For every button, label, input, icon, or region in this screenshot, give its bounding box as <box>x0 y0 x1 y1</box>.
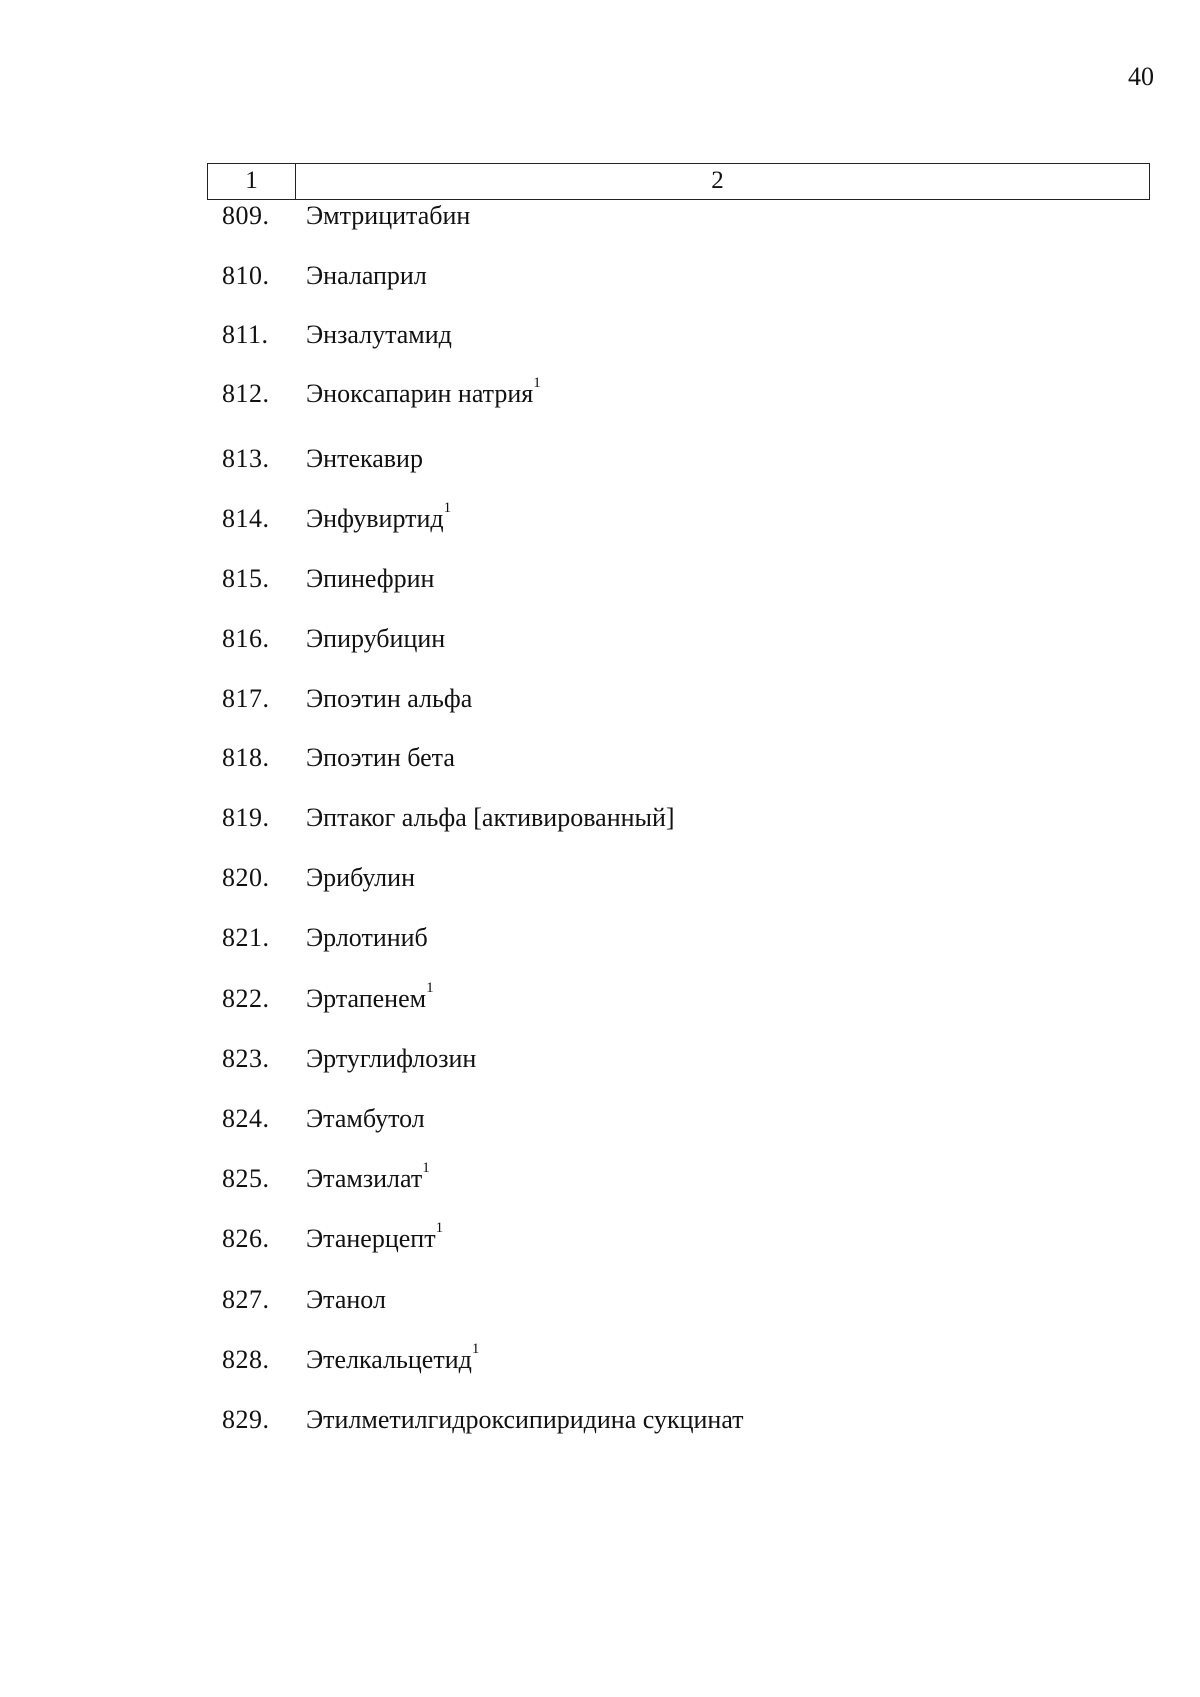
drug-name-text: Энфувиртид <box>306 504 444 533</box>
table-row <box>0 1104 1200 1144</box>
row-number: 815. <box>222 564 270 593</box>
table-row <box>0 261 1200 301</box>
footnote-marker: 1 <box>426 980 434 996</box>
drug-name <box>306 201 470 231</box>
drug-name <box>306 923 428 953</box>
row-number: 814. <box>222 504 270 533</box>
table-row <box>0 375 1200 419</box>
footnote-marker: 1 <box>443 500 452 516</box>
table-row <box>0 684 1200 724</box>
drug-name-text: Эмтрицитабин <box>306 201 471 230</box>
row-number: 824. <box>222 1104 270 1133</box>
drug-name <box>306 1104 425 1134</box>
row-number: 812. <box>222 379 270 408</box>
drug-name-text: Эпоэтин альфа <box>306 684 473 713</box>
table-row <box>0 1220 1200 1264</box>
footnote-marker: 1 <box>422 1160 430 1176</box>
row-number: 820. <box>222 863 270 892</box>
drug-name-text: Эрлотиниб <box>306 923 428 952</box>
drug-name-text: Эпоэтин бета <box>306 743 455 772</box>
drug-name <box>306 1285 386 1315</box>
drug-name-text: Эптаког альфа [активированный] <box>306 803 675 832</box>
row-number: 813. <box>222 444 270 473</box>
drug-name-text: Эноксапарин натрия <box>306 379 534 408</box>
table-row <box>0 1044 1200 1084</box>
table-row <box>0 803 1200 843</box>
row-number: 816. <box>222 624 270 653</box>
drug-name <box>306 980 434 1014</box>
row-number: 810. <box>222 261 270 290</box>
drug-name-text: Энтекавир <box>306 444 423 473</box>
table-row <box>0 444 1200 484</box>
drug-name-text: Эналаприл <box>306 261 427 290</box>
drug-name-text: Энзалутамид <box>306 320 452 349</box>
table-row <box>0 1160 1200 1204</box>
row-number: 822. <box>222 984 270 1013</box>
drug-name <box>306 1405 744 1435</box>
row-number: 828. <box>222 1345 270 1374</box>
drug-name-text: Эртуглифлозин <box>306 1044 477 1073</box>
drug-name <box>306 863 415 893</box>
table-row <box>0 1341 1200 1385</box>
table-row <box>0 624 1200 664</box>
table-column-header <box>207 163 1150 200</box>
row-number: 817. <box>222 684 270 713</box>
drug-name <box>306 564 434 594</box>
table-row <box>0 201 1200 241</box>
row-number: 829. <box>222 1405 270 1434</box>
drug-name-text: Эртапенем <box>306 984 427 1013</box>
drug-name <box>306 1220 444 1254</box>
row-number: 811. <box>222 320 269 349</box>
column-header-2: 2 <box>711 167 724 194</box>
table-row <box>0 500 1200 544</box>
table-row <box>0 1405 1200 1445</box>
row-number: 819. <box>222 803 270 832</box>
drug-name-text: Эпинефрин <box>306 564 435 593</box>
footnote-marker: 1 <box>533 375 541 391</box>
table-row <box>0 1285 1200 1325</box>
drug-name <box>306 624 445 654</box>
drug-name <box>306 1044 476 1074</box>
row-number: 825. <box>222 1164 270 1193</box>
footnote-marker: 1 <box>471 1341 480 1357</box>
drug-name-text: Этамзилат <box>306 1164 423 1193</box>
drug-name-text: Этанол <box>306 1285 386 1314</box>
row-number: 826. <box>222 1224 270 1253</box>
drug-name-text: Эпирубицин <box>306 624 446 653</box>
table-row <box>0 320 1200 360</box>
drug-name-text: Этамбутол <box>306 1104 425 1133</box>
row-number: 809. <box>222 201 270 230</box>
drug-name-text: Этелкальцетид <box>306 1345 472 1374</box>
row-number: 818. <box>222 743 270 772</box>
row-number: 821. <box>222 923 270 952</box>
drug-name <box>306 375 541 409</box>
footnote-marker: 1 <box>435 1220 444 1236</box>
drug-name <box>306 1160 430 1194</box>
drug-name <box>306 261 427 291</box>
page-number: 40 <box>1128 62 1154 91</box>
drug-name <box>306 500 452 534</box>
drug-name <box>306 743 455 773</box>
drug-name-text: Этанерцепт <box>306 1224 436 1253</box>
column-header-1: 1 <box>208 164 296 199</box>
drug-name-text: Этилметилгидроксипиридина сукцинат <box>306 1405 744 1434</box>
row-number: 823. <box>222 1044 270 1073</box>
table-row <box>0 863 1200 903</box>
table-row <box>0 564 1200 604</box>
drug-name <box>306 444 423 474</box>
drug-name-text: Эрибулин <box>306 863 415 892</box>
drug-name <box>306 684 472 714</box>
drug-name <box>306 803 675 833</box>
drug-name <box>306 1341 480 1375</box>
table-row <box>0 743 1200 783</box>
table-row <box>0 923 1200 963</box>
row-number: 827. <box>222 1285 270 1314</box>
table-row <box>0 980 1200 1024</box>
drug-name <box>306 320 452 350</box>
